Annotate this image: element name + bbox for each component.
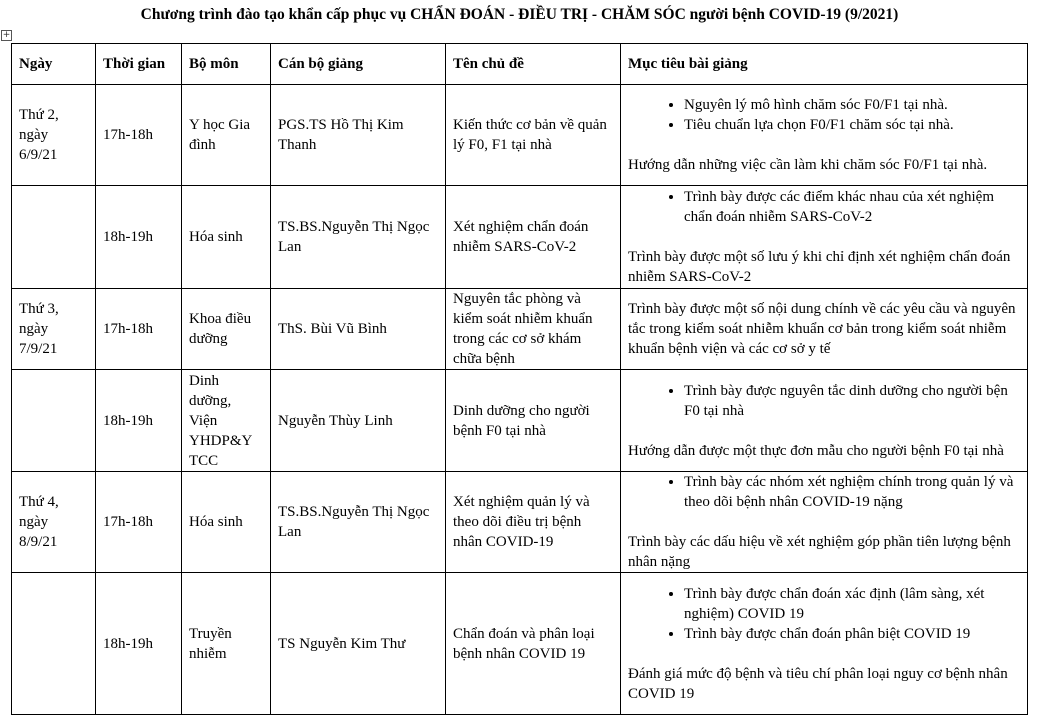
cell-time: 18h-19h [96,186,182,289]
cell-topic: Xét nghiệm chẩn đoán nhiễm SARS-CoV-2 [446,186,621,289]
header-department: Bộ môn [182,44,271,85]
goal-note: Trình bày các dấu hiệu về xét nghiệm góp phần tiên lượng bệnh nhân nặng [628,534,1011,570]
table-row [12,85,1028,186]
cell-goals [621,289,1028,370]
cell-topic: Dinh dưỡng cho người bệnh F0 tại nhà [446,370,621,472]
document-title: Chương trình đào tạo khẩn cấp phục vụ CHẨN ĐOÁN - ĐIỀU TRỊ - CHĂM SÓC người bệnh COVID-19 (9/2021) [140,6,899,23]
goal-bullet: • Trình bày được các điểm khác nhau của xét nghiệm chẩn đoán nhiễm SARS-CoV-2 [684,187,1020,227]
cell-goals [621,85,1028,186]
cell-department: Hóa sinh [182,186,271,289]
goal-note: Trình bày được một số lưu ý khi chỉ định xét nghiệm chẩn đoán nhiễm SARS-CoV-2 [628,249,1011,285]
cell-lecturer: ThS. Bùi Vũ Bình [271,289,446,370]
cell-topic: Chẩn đoán và phân loại bệnh nhân COVID 19 [446,573,621,715]
goal-bullet: • Nguyên lý mô hình chăm sóc F0/F1 tại nhà. [684,95,1020,115]
cell-lecturer: TS.BS.Nguyễn Thị Ngọc Lan [271,472,446,573]
cell-topic: Kiến thức cơ bản về quản lý F0, F1 tại nhà [446,85,621,186]
cell-goals [621,573,1028,715]
table-row [12,573,1028,715]
goals-bullet-list [628,584,1020,644]
cell-time: 18h-19h [96,573,182,715]
cell-topic: Nguyên tắc phòng và kiểm soát nhiễm khuẩn trong các cơ sở khám chữa bệnh [446,289,621,370]
goal-note: Đánh giá mức độ bệnh và tiêu chí phân loại nguy cơ bệnh nhân COVID 19 [628,665,1008,702]
header-topic: Tên chủ đề [446,44,621,85]
cell-time: 18h-19h [96,370,182,472]
table-row [12,472,1028,573]
cell-time: 17h-18h [96,472,182,573]
training-schedule-table [11,43,1028,715]
cell-department: Dinh dưỡng, Viện YHDP&Y TCC [182,370,271,472]
goals-bullet-list [628,187,1020,227]
cell-goals [621,472,1028,573]
cell-day [12,186,96,289]
goals-bullet-list [628,381,1020,421]
goal-note: Hướng dẫn được một thực đơn mẫu cho người bệnh F0 tại nhà [628,442,1004,459]
cell-department: Hóa sinh [182,472,271,573]
cell-goals [621,186,1028,289]
cell-lecturer: Nguyễn Thùy Linh [271,370,446,472]
goal-bullet: • Trình bày được nguyên tắc dinh dưỡng cho người bện F0 tại nhà [684,381,1020,421]
cell-lecturer: TS Nguyễn Kim Thư [271,573,446,715]
cell-day: Thứ 4, ngày 8/9/21 [12,472,96,573]
table-row [12,370,1028,472]
cell-time: 17h-18h [96,85,182,186]
goal-bullet: • Trình bày được chẩn đoán xác định (lâm sàng, xét nghiệm) COVID 19 [684,584,1020,624]
goal-note: Hướng dẫn những việc cần làm khi chăm sóc F0/F1 tại nhà. [628,157,988,173]
goal-bullet: • Trình bày được chẩn đoán phân biệt COVID 19 [684,624,1020,644]
goal-note: Trình bày được một số nội dung chính về các yêu cầu và nguyên tắc trong kiểm soát nhiễm khuẩn cơ bản trong kiểm soát nhiễm khuẩn bệnh viện và các cơ sở y tế [628,301,1016,357]
goal-bullet: • Tiêu chuẩn lựa chọn F0/F1 chăm sóc tại nhà. [684,115,1020,135]
cell-department: Khoa điều dưỡng [182,289,271,370]
table-move-handle-icon[interactable]: + [2,30,11,40]
goals-bullet-list [628,472,1020,512]
cell-day [12,370,96,472]
cell-goals [621,370,1028,472]
header-day: Ngày [12,44,96,85]
header-goals: Mục tiêu bài giảng [621,44,1028,85]
table-header-row [12,44,1028,85]
header-lecturer: Cán bộ giảng [271,44,446,85]
table-row [12,289,1028,370]
cell-day: Thứ 2, ngày 6/9/21 [12,85,96,186]
cell-department: Y học Gia đình [182,85,271,186]
cell-department: Truyền nhiễm [182,573,271,715]
table-row [12,186,1028,289]
cell-day [12,573,96,715]
header-time: Thời gian [96,44,182,85]
cell-lecturer: PGS.TS Hồ Thị Kim Thanh [271,85,446,186]
cell-day: Thứ 3, ngày 7/9/21 [12,289,96,370]
cell-time: 17h-18h [96,289,182,370]
cell-lecturer: TS.BS.Nguyễn Thị Ngọc Lan [271,186,446,289]
goals-bullet-list [628,95,1020,135]
goal-bullet: • Trình bày các nhóm xét nghiệm chính trong quản lý và theo dõi bệnh nhân COVID-19 nặng [684,472,1020,512]
cell-topic: Xét nghiệm quản lý và theo dõi điều trị bệnh nhân COVID-19 [446,472,621,573]
